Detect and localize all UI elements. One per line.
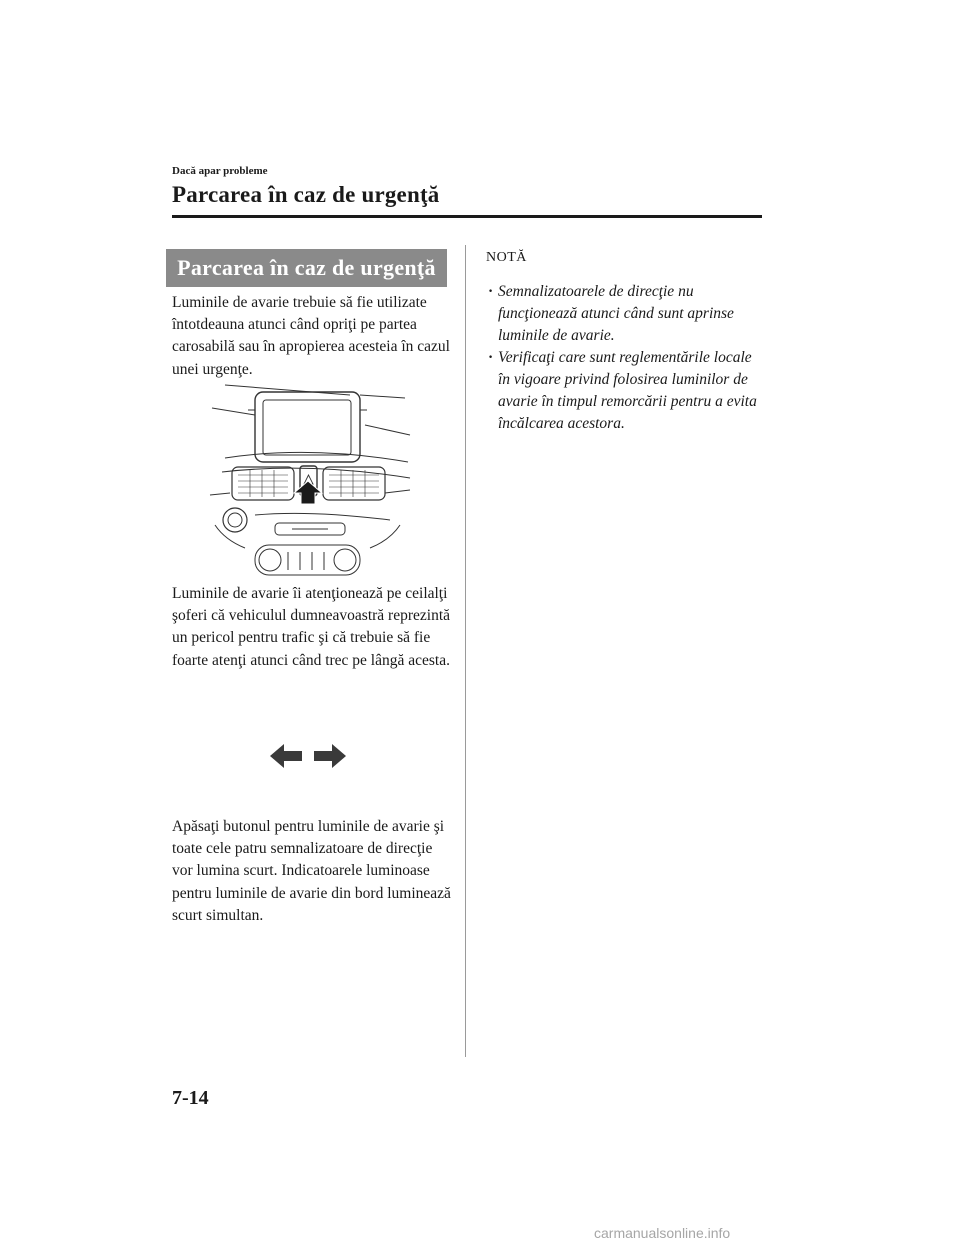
note-text: Semnalizatoarele de direcţie nu funcţionează atunci când sunt aprinse luminile de avarie.: [498, 283, 734, 344]
watermark: carmanualsonline.info: [594, 1225, 731, 1241]
paragraph-instructions: Apăsaţi butonul pentru luminile de avarie şi toate cele patru semnalizatoare de direcţie vor lumina scurt. Indicatoarele luminoase pentru luminile de avarie din bord luminează scurt simultan.: [172, 818, 451, 924]
turn-signal-arrows-icon: [260, 740, 360, 780]
note-item: [486, 281, 766, 347]
paragraph-intro: Luminile de avarie trebuie să fie utilizate întotdeauna atunci când opriţi pe partea carosabilă sau în apropierea acesteia în cazul unei urgenţe.: [172, 294, 450, 378]
bullet-icon: ·: [488, 283, 494, 300]
note-list: [486, 281, 766, 435]
page-heading: Parcarea în caz de urgenţă: [172, 182, 440, 207]
dashboard-illustration: [200, 380, 415, 585]
note-title: NOTĂ: [486, 250, 527, 265]
section-banner: Parcarea în caz de urgenţă: [166, 249, 447, 287]
page-number: 7-14: [172, 1087, 209, 1109]
running-head: Dacă apar probleme: [172, 165, 268, 177]
heading-rule: [172, 215, 762, 218]
column-divider: [465, 245, 466, 1057]
bullet-icon: ·: [488, 349, 494, 366]
note-item: [486, 347, 766, 435]
hazard-button-console-icon: [200, 380, 415, 580]
paragraph-warning: Luminile de avarie îi atenţionează pe ceilalţi şoferi că vehiculul dumneavoastră reprezintă un pericol pentru trafic şi că trebuie să fie foarte atenţi atunci când trec pe lângă acesta.: [172, 585, 451, 669]
turn-signal-arrows: [260, 740, 360, 785]
note-text: Verificaţi care sunt reglementările locale în vigoare privind folosirea luminilor de avarie în timpul remorcării pentru a evita încălcarea acestora.: [498, 349, 757, 432]
